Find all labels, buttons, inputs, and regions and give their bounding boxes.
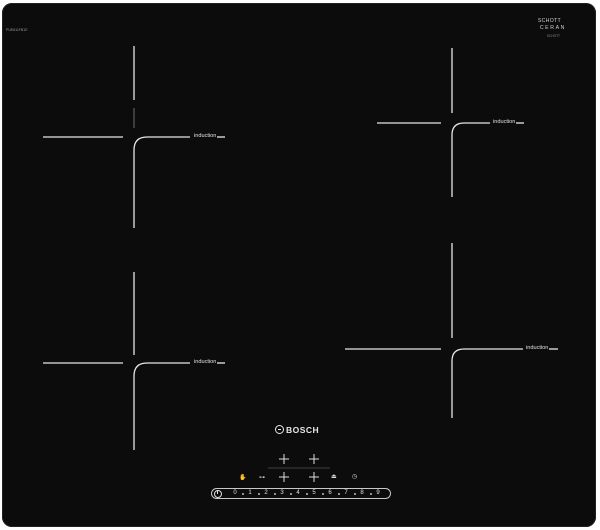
power-level-0[interactable]: 0 (233, 490, 237, 496)
power-level-5[interactable]: 5 (312, 490, 316, 496)
glass-brand-small-label: SCHOTT (546, 34, 560, 38)
power-level-9[interactable]: 9 (376, 490, 380, 496)
brand-logo: BOSCH (286, 425, 320, 435)
power-level-7[interactable]: 7 (344, 490, 348, 496)
bosch-logo-icon (275, 425, 284, 434)
timer-icon[interactable]: ⏏ (331, 474, 337, 480)
power-level-1[interactable]: 1 (248, 490, 252, 496)
glass-brand-label: SCHOTT (537, 18, 561, 24)
model-number-label: PUE611FB1E (6, 28, 28, 32)
glass-brand-label-2: CERAN (539, 25, 566, 31)
slider-dot (242, 493, 244, 495)
power-level-8[interactable]: 8 (360, 490, 364, 496)
key-lock-icon[interactable]: ⊶ (259, 475, 265, 481)
hand-icon[interactable]: ✋ (239, 475, 247, 481)
slider-dot (290, 493, 292, 495)
power-level-4[interactable]: 4 (296, 490, 300, 496)
slider-dot (338, 493, 340, 495)
slider-dot (354, 493, 356, 495)
zone-label-top-right: induction (493, 119, 516, 125)
power-level-3[interactable]: 3 (280, 490, 284, 496)
zone-marker-bottom-right (345, 243, 558, 418)
power-icon[interactable] (214, 490, 222, 498)
zone-label-top-left: induction (194, 133, 217, 139)
slider-dot (274, 493, 276, 495)
zone-label-bottom-left: induction (194, 359, 217, 365)
slider-dot (322, 493, 324, 495)
slider-dot (306, 493, 308, 495)
zone-label-bottom-right: induction (526, 345, 549, 351)
slider-dot (370, 493, 372, 495)
power-level-2[interactable]: 2 (264, 490, 268, 496)
slider-dot (258, 493, 260, 495)
power-level-6[interactable]: 6 (328, 490, 332, 496)
zone-selector-crosses (268, 454, 330, 482)
clock-icon[interactable]: ◷ (352, 474, 358, 480)
